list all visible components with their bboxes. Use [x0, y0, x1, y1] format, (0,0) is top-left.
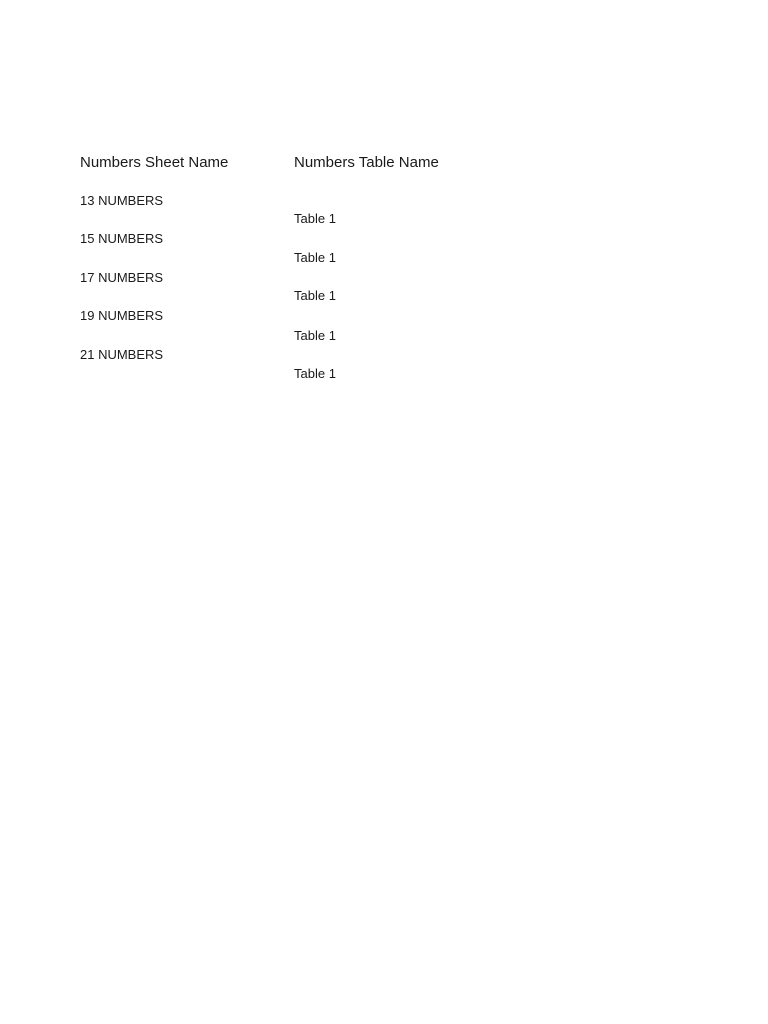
table-name-cell: Table 1 — [294, 211, 336, 226]
column-header-sheet-name: Numbers Sheet Name — [80, 154, 229, 171]
sheet-name-cell: 21 NUMBERS — [80, 347, 164, 362]
table-name-cell: Table 1 — [294, 288, 336, 303]
table-name-cell: Table 1 — [294, 328, 336, 343]
sheet-name-cell: 15 NUMBERS — [80, 231, 164, 246]
sheet-name-cell: 17 NUMBERS — [80, 270, 164, 285]
table-name-cell: Table 1 — [294, 250, 336, 265]
column-header-table-name: Numbers Table Name — [294, 154, 439, 171]
sheet-name-cell: 19 NUMBERS — [80, 308, 164, 323]
table-name-cell: Table 1 — [294, 366, 336, 381]
sheet-name-cell: 13 NUMBERS — [80, 193, 164, 208]
